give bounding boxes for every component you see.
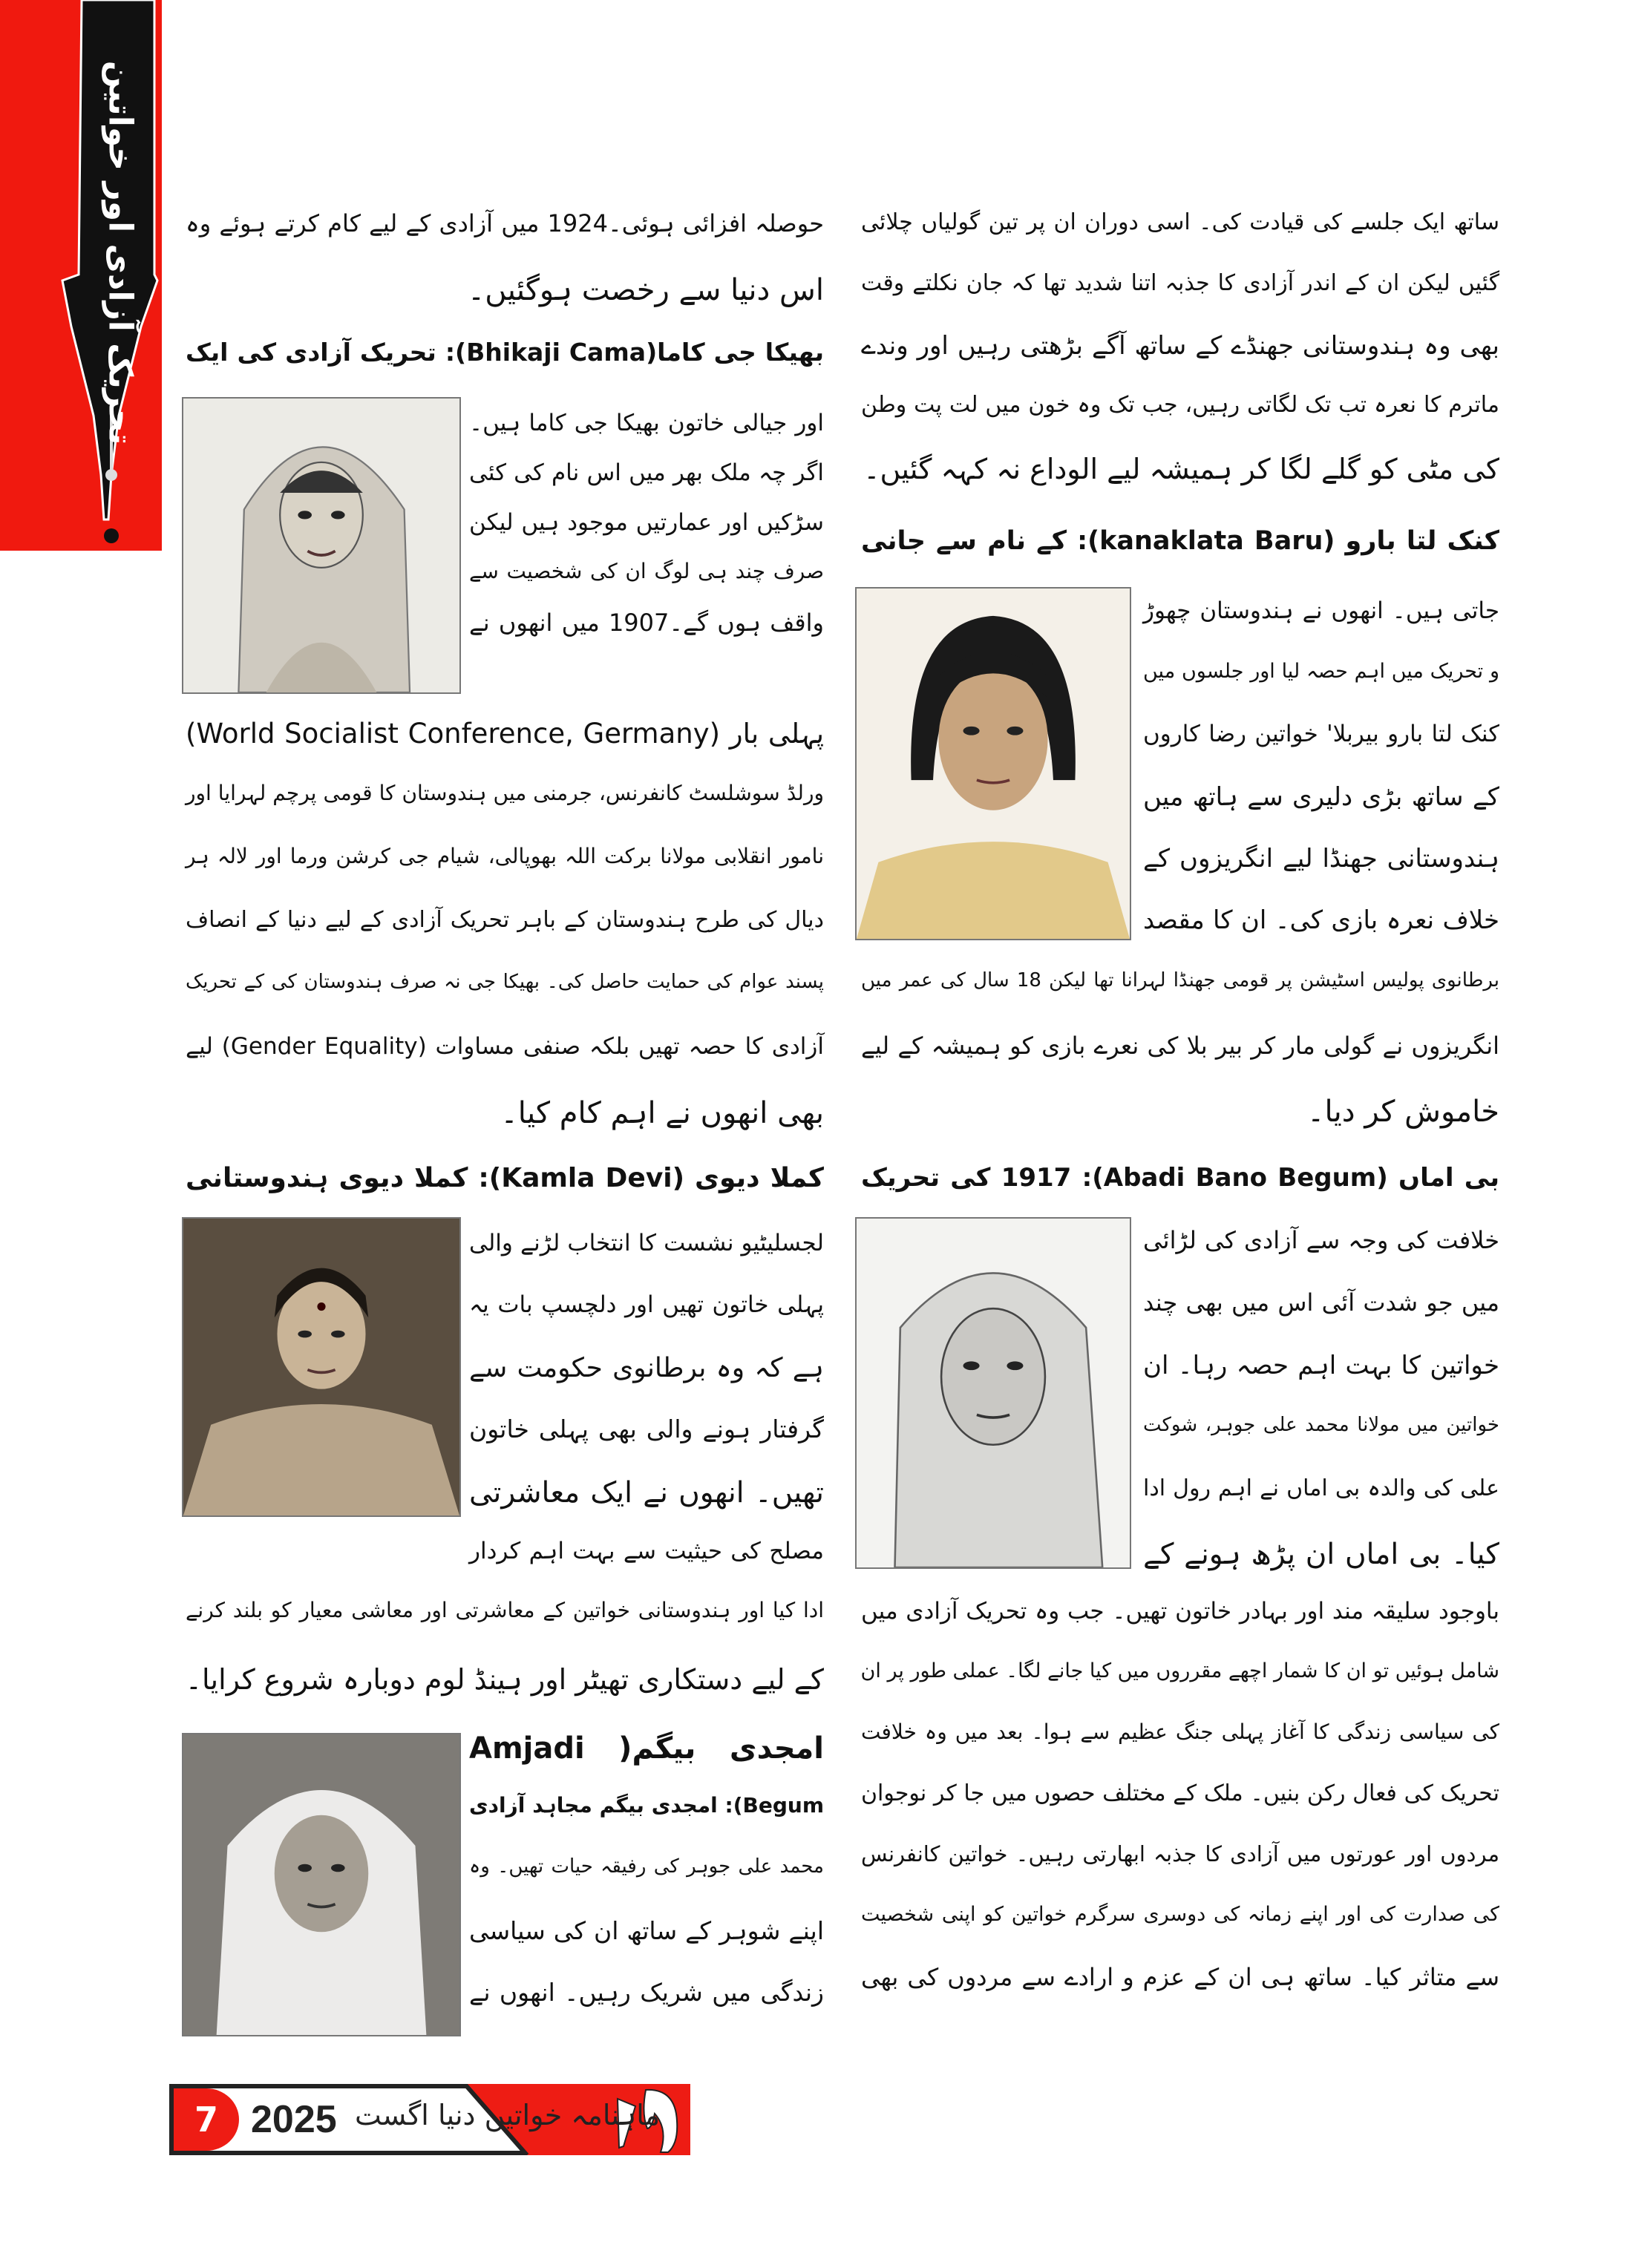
text-line: لجسلیٹیو نشست کا انتخاب لڑنے والی bbox=[469, 1230, 824, 1256]
text-line: باوجود سلیقہ مند اور بہادر خاتون تھیں۔ جب وہ تحریک آزادی میں bbox=[861, 1598, 1499, 1625]
text-line: بھی انھوں نے اہم کام کیا۔ bbox=[500, 1096, 824, 1130]
text-line: انگریزوں نے گولی مار کر بیر بلا کی نعرے بازی کو ہمیشہ کے لیے bbox=[861, 1032, 1499, 1060]
text-line: اگر چہ ملک بھر میں اس نام کی کئی bbox=[469, 459, 824, 486]
text-line: تھیں۔ انھوں نے ایک معاشرتی bbox=[469, 1476, 824, 1510]
bhikaji-side-text bbox=[469, 412, 824, 679]
abadi-full-text bbox=[861, 1600, 1499, 2045]
text-line: ادا کیا اور ہندوستانی خواتین کے معاشرتی اور معاشی معیار کو بلند کرنے bbox=[186, 1598, 824, 1622]
issue-year: 2025 bbox=[251, 2098, 337, 2141]
text-line: خواتین میں مولانا محمد علی جوہر، شوکت bbox=[1143, 1414, 1499, 1436]
magazine-title: ماہنامہ خواتین دنیا اگست bbox=[355, 2099, 661, 2131]
text-line: مصلح کی حیثیت سے بہت اہم کردار bbox=[469, 1538, 824, 1564]
text-line: زندگی میں شریک رہیں۔ انھوں نے bbox=[469, 1978, 824, 2007]
text-line: کی صدارت کی اور اپنے زمانہ کی دوسری سرگرم خواتین کو اپنی شخصیت bbox=[861, 1903, 1499, 1926]
text-line: پہلی خاتون تھیں اور دلچسپ بات یہ bbox=[469, 1291, 824, 1318]
text-line: خاموش کر دیا۔ bbox=[1307, 1095, 1499, 1129]
kanaklata-baru-portrait bbox=[855, 587, 1131, 940]
abadi-heading-block bbox=[861, 1165, 1499, 1210]
text-line: امجدی بیگم( Amjadi bbox=[469, 1731, 824, 1766]
text-line: اور جیالی خاتون بھیکا جی کاما ہیں۔ bbox=[469, 410, 824, 436]
text-line: حوصلہ افزائی ہوئی۔1924 میں آزادی کے لیے کام کرتے ہوئے وہ bbox=[186, 209, 825, 237]
text-line: دیال کی طرح ہندوستان کے باہر تحریک آزادی کے لیے دنیا کے انصاف bbox=[186, 907, 824, 933]
left-intro bbox=[186, 209, 825, 345]
text-line: ساتھ ایک جلسے کی قیادت کی۔ اسی دوران ان پر تین گولیاں چلائی bbox=[861, 209, 1499, 235]
kanaklata-heading: کنک لتا بارو (kanaklata Baru): کے نام سے جانی bbox=[861, 526, 1499, 556]
text-line: کے ساتھ بڑی دلیری سے ہاتھ میں bbox=[1143, 782, 1499, 812]
text-line: ماترم کا نعرہ تب تک لگاتی رہیں، جب تک وہ خون میں لت پت وطن bbox=[861, 392, 1499, 418]
text-line: اس دنیا سے رخصت ہوگئیں۔ bbox=[467, 273, 824, 307]
abadi-side-text bbox=[1143, 1228, 1499, 1614]
kamla-devi-photo bbox=[182, 1217, 461, 1517]
bhikaji-cama-portrait bbox=[182, 397, 461, 694]
text-line: پسند عوام کی حمایت حاصل کی۔ بھیکا جی نہ صرف ہندوستان کی کے تحریک bbox=[186, 971, 824, 993]
abadi-bano-heading: بی اماں (Abadi Bano Begum): 1917 کی تحریک bbox=[861, 1163, 1499, 1193]
section-banner bbox=[0, 0, 162, 551]
amjadi-text bbox=[469, 1731, 824, 2045]
text-line: خواتین کا بہت اہم حصہ رہا۔ ان bbox=[1143, 1351, 1499, 1380]
text-line: کے لیے دستکاری تھیٹر اور ہینڈ لوم دوبارہ شروع کرایا۔ bbox=[185, 1663, 824, 1696]
text-line: و تحریک میں اہم حصہ لیا اور جلسوں میں bbox=[1143, 660, 1499, 683]
bhikaji-heading-block bbox=[186, 340, 824, 384]
bi-amman-sketch bbox=[855, 1217, 1131, 1569]
kanaklata-side-text bbox=[1143, 597, 1499, 971]
text-line: بھی وہ ہندوستانی جھنڈے کے ساتھ آگے بڑھتی رہیں اور وندے bbox=[861, 331, 1499, 361]
right-intro bbox=[861, 209, 1499, 523]
page-footer bbox=[169, 2084, 690, 2155]
kanaklata-full-text bbox=[861, 971, 1499, 1164]
text-line: جاتی ہیں۔ انھوں نے ہندوستان چھوڑ bbox=[1143, 597, 1499, 624]
text-line: کی مٹی کو گلے لگا کر ہمیشہ لیے الوداع نہ کہہ گئیں۔ bbox=[863, 453, 1499, 485]
text-line: آزادی کا حصہ تھیں بلکہ صنفی مساوات (Gender Equality) لیے bbox=[186, 1033, 824, 1060]
text-line: محمد علی جوہر کی رفیقہ حیات تھیں۔ وہ bbox=[469, 1855, 824, 1878]
text-line: ورلڈ سوشلسٹ کانفرنس، جرمنی میں ہندوستان کا قومی پرچم لہرایا اور bbox=[186, 781, 824, 805]
text-line: صرف چند ہی لوگ ان کی شخصیت سے bbox=[469, 559, 824, 583]
text-line: Begum): امجدی بیگم مجاہد آزادی bbox=[469, 1793, 824, 1818]
text-line: کی سیاسی زندگی کا آغاز پہلی جنگ عظیم سے ہوا۔ بعد میں وہ خلافت bbox=[861, 1720, 1499, 1744]
kamla-heading-block bbox=[186, 1165, 824, 1210]
text-line: مردوں اور عورتوں میں آزادی کا جذبہ ابھارتی رہیں۔ خواتین کانفرنس bbox=[861, 1841, 1499, 1866]
text-line: کنک لتا بارو بیربلا' خواتین رضا کاروں bbox=[1143, 721, 1499, 747]
text-line: اپنے شوہر کے ساتھ ان کی سیاسی bbox=[469, 1916, 824, 1945]
text-line: ہندوستانی جھنڈا لیے انگریزوں کے bbox=[1143, 844, 1499, 874]
text-line: برطانوی پولیس اسٹیشن پر قومی جھنڈا لہرانا تھا لیکن 18 سال کی عمر میں bbox=[861, 969, 1499, 992]
kanaklata-heading-block bbox=[861, 528, 1499, 573]
text-line: کیا۔ بی اماں ان پڑھ ہونے کے bbox=[1143, 1538, 1499, 1571]
text-line: گرفتار ہونے والی بھی پہلی خاتون bbox=[469, 1415, 824, 1443]
bhikaji-heading: بھیکا جی کاما(Bhikaji Cama): تحریک آزادی کی ایک bbox=[186, 338, 824, 367]
kamla-full-text bbox=[186, 1600, 824, 1734]
text-line: سے متاثر کیا۔ ساتھ ہی ان کے عزم و ارادے سے مردوں کی بھی bbox=[861, 1963, 1499, 1991]
text-line: واقف ہوں گے۔1907 میں انھوں نے bbox=[469, 609, 825, 637]
bhikaji-full-text bbox=[186, 720, 824, 1165]
page-number: 7 bbox=[174, 2088, 239, 2151]
text-line: خلاف نعرہ بازی کی۔ ان کا مقصد bbox=[1143, 905, 1499, 935]
amjadi-begum-photo bbox=[182, 1733, 461, 2036]
text-line: خلافت کی وجہ سے آزادی کی لڑائی bbox=[1143, 1226, 1499, 1254]
text-line: میں جو شدت آئی اس میں بھی چند bbox=[1143, 1288, 1499, 1317]
text-line: علی کی والدہ بی اماں نے اہم رول ادا bbox=[1143, 1475, 1499, 1501]
text-line: ہے کہ وہ برطانوی حکومت سے bbox=[469, 1353, 824, 1383]
text-line: گئیں لیکن ان کے اندر آزادی کا جذبہ اتنا شدید تھا کہ جان نکلتے وقت bbox=[861, 270, 1499, 296]
section-title: تحریک آزادی اور خواتین bbox=[101, 60, 140, 445]
kamla-side-text bbox=[469, 1232, 824, 1603]
kamla-heading: کملا دیوی (Kamla Devi): کملا دیوی ہندوستانی bbox=[186, 1163, 824, 1193]
text-line: تحریک کی فعال رکن بنیں۔ ملک کے مختلف حصوں میں جا کر نوجوان bbox=[861, 1780, 1499, 1806]
text-line: سڑکیں اور عمارتیں موجود ہیں لیکن bbox=[469, 509, 824, 536]
text-line: شامل ہوئیں تو ان کا شمار اچھے مقرروں میں کیا جانے لگا۔ عملی طور پر ان bbox=[860, 1659, 1499, 1682]
text-line: نامور انقلابی مولانا برکت اللہ بھوپالی، شیام جی کرشن ورما اور لالہ ہر bbox=[186, 844, 824, 868]
text-line: پہلی بار (World Socialist Conference, Germany) bbox=[186, 718, 824, 750]
